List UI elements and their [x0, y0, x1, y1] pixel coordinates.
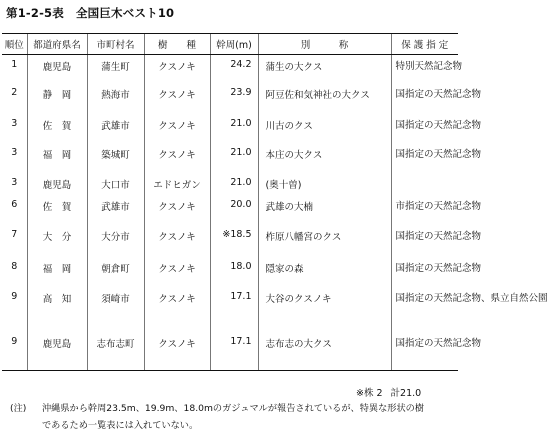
prefecture-cell: 鹿児島	[27, 173, 87, 195]
city-cell: 朝倉町	[87, 257, 144, 287]
protection-cell: 特別天然記念物	[391, 55, 458, 83]
table-row	[2, 225, 458, 257]
prefecture-cell: 鹿児島	[27, 55, 87, 83]
city-cell: 大口市	[87, 173, 144, 195]
rank-cell: 3	[11, 176, 18, 188]
rank-cell: 2	[11, 86, 18, 98]
rank-cell: 7	[11, 228, 18, 240]
girth-cell: 23.9	[210, 83, 258, 114]
tree-name-cell: 川古のクス	[258, 114, 391, 143]
tree-name-cell: 本庄の大クス	[258, 143, 391, 173]
rank-cell: 6	[11, 198, 18, 210]
giant-trees-table	[2, 33, 548, 371]
protection-cell: 国指定の天然記念物	[391, 143, 458, 173]
species-cell: エドヒガン	[144, 173, 210, 195]
prefecture-cell: 鹿児島	[27, 332, 87, 371]
stock-count: ※株 2	[356, 388, 383, 399]
girth-cell: 17.1	[210, 287, 258, 332]
table-row	[2, 173, 458, 195]
header-rank: 順位	[2, 34, 27, 55]
girth-cell: 20.0	[210, 195, 258, 225]
table-row	[2, 195, 458, 225]
header-city: 市町村名	[87, 34, 144, 55]
city-cell: 武雄市	[87, 114, 144, 143]
species-cell: クスノキ	[144, 225, 210, 257]
table-row	[2, 83, 458, 114]
tree-name-cell: 志布志の大クス	[258, 332, 391, 371]
tree-name-cell: 隠家の森	[258, 257, 391, 287]
prefecture-cell: 静 岡	[27, 83, 87, 114]
header-species: 樹 種	[144, 34, 210, 55]
table-row	[2, 143, 458, 173]
header-girth: 幹周(m)	[210, 34, 258, 55]
protection-cell: 国指定の天然記念物	[391, 114, 458, 143]
prefecture-cell: 佐 賀	[27, 114, 87, 143]
header-name: 別 称	[258, 34, 391, 55]
protection-cell: 国指定の天然記念物	[391, 83, 458, 114]
tree-name-cell: 阿豆佐和気神社の大クス	[258, 83, 391, 114]
species-cell: クスノキ	[144, 257, 210, 287]
tree-name-cell: (奥十曽)	[258, 173, 391, 195]
table-header-row	[2, 34, 458, 55]
girth-cell: 21.0	[210, 114, 258, 143]
species-cell: クスノキ	[144, 114, 210, 143]
rank-cell: 3	[11, 146, 18, 158]
header-prefecture: 都道府県名	[27, 34, 87, 55]
girth-cell: 17.1	[210, 332, 258, 371]
girth-cell: ※18.5	[210, 225, 258, 257]
protection-cell: 国指定の天然記念物	[391, 257, 458, 287]
species-cell: クスノキ	[144, 287, 210, 332]
tree-name-cell: 武雄の大楠	[258, 195, 391, 225]
city-cell: 築城町	[87, 143, 144, 173]
prefecture-cell: 佐 賀	[27, 195, 87, 225]
table-title-text: 全国巨木ベスト10	[75, 6, 175, 20]
prefecture-cell: 福 岡	[27, 143, 87, 173]
prefecture-cell: 大 分	[27, 225, 87, 257]
protection-cell: 国指定の天然記念物	[391, 332, 458, 371]
table-row	[2, 257, 458, 287]
protection-cell	[391, 173, 458, 195]
protection-cell: 国指定の天然記念物、県立自然公園	[391, 287, 458, 332]
total-line	[356, 385, 421, 399]
tree-name-cell: 大谷のクスノキ	[258, 287, 391, 332]
girth-cell: 21.0	[210, 173, 258, 195]
rank-cell: 9	[11, 290, 18, 302]
prefecture-cell: 高 知	[27, 287, 87, 332]
girth-cell: 24.2	[210, 55, 258, 83]
city-cell: 蒲生町	[87, 55, 144, 83]
city-cell: 須崎市	[87, 287, 144, 332]
protection-cell: 国指定の天然記念物	[391, 225, 458, 257]
species-cell: クスノキ	[144, 83, 210, 114]
table-row	[2, 114, 458, 143]
city-cell: 武雄市	[87, 195, 144, 225]
protection-cell: 市指定の天然記念物	[391, 195, 458, 225]
table-number: 第1-2-5表	[6, 6, 64, 20]
table-title	[6, 5, 174, 21]
city-cell: 志布志町	[87, 332, 144, 371]
rank-cell: 9	[2, 332, 27, 371]
header-protection: 保 護 指 定	[391, 34, 458, 55]
table-row	[2, 287, 458, 332]
total-sum: 計21.0	[390, 388, 422, 399]
tree-name-cell: 蒲生の大クス	[258, 55, 391, 83]
city-cell: 大分市	[87, 225, 144, 257]
footnote-text: 沖縄県から幹周23.5m、19.9m、18.0mのガジュマルが報告されているが、特異な形状の樹 であるため一覧表には入れていない。	[42, 403, 425, 431]
footnote-label: (注)	[10, 403, 27, 414]
girth-cell: 18.0	[210, 257, 258, 287]
rank-cell: 3	[11, 117, 18, 129]
girth-cell: 21.0	[210, 143, 258, 173]
species-cell: クスノキ	[144, 195, 210, 225]
city-cell: 熱海市	[87, 83, 144, 114]
species-cell: クスノキ	[144, 332, 210, 371]
rank-cell: 1	[11, 59, 18, 70]
species-cell: クスノキ	[144, 55, 210, 83]
tree-name-cell: 柞原八幡宮のクス	[258, 225, 391, 257]
footnote	[10, 400, 454, 434]
species-cell: クスノキ	[144, 143, 210, 173]
table-row	[2, 55, 458, 83]
table-row	[2, 332, 458, 371]
rank-cell: 8	[11, 260, 18, 272]
prefecture-cell: 福 岡	[27, 257, 87, 287]
